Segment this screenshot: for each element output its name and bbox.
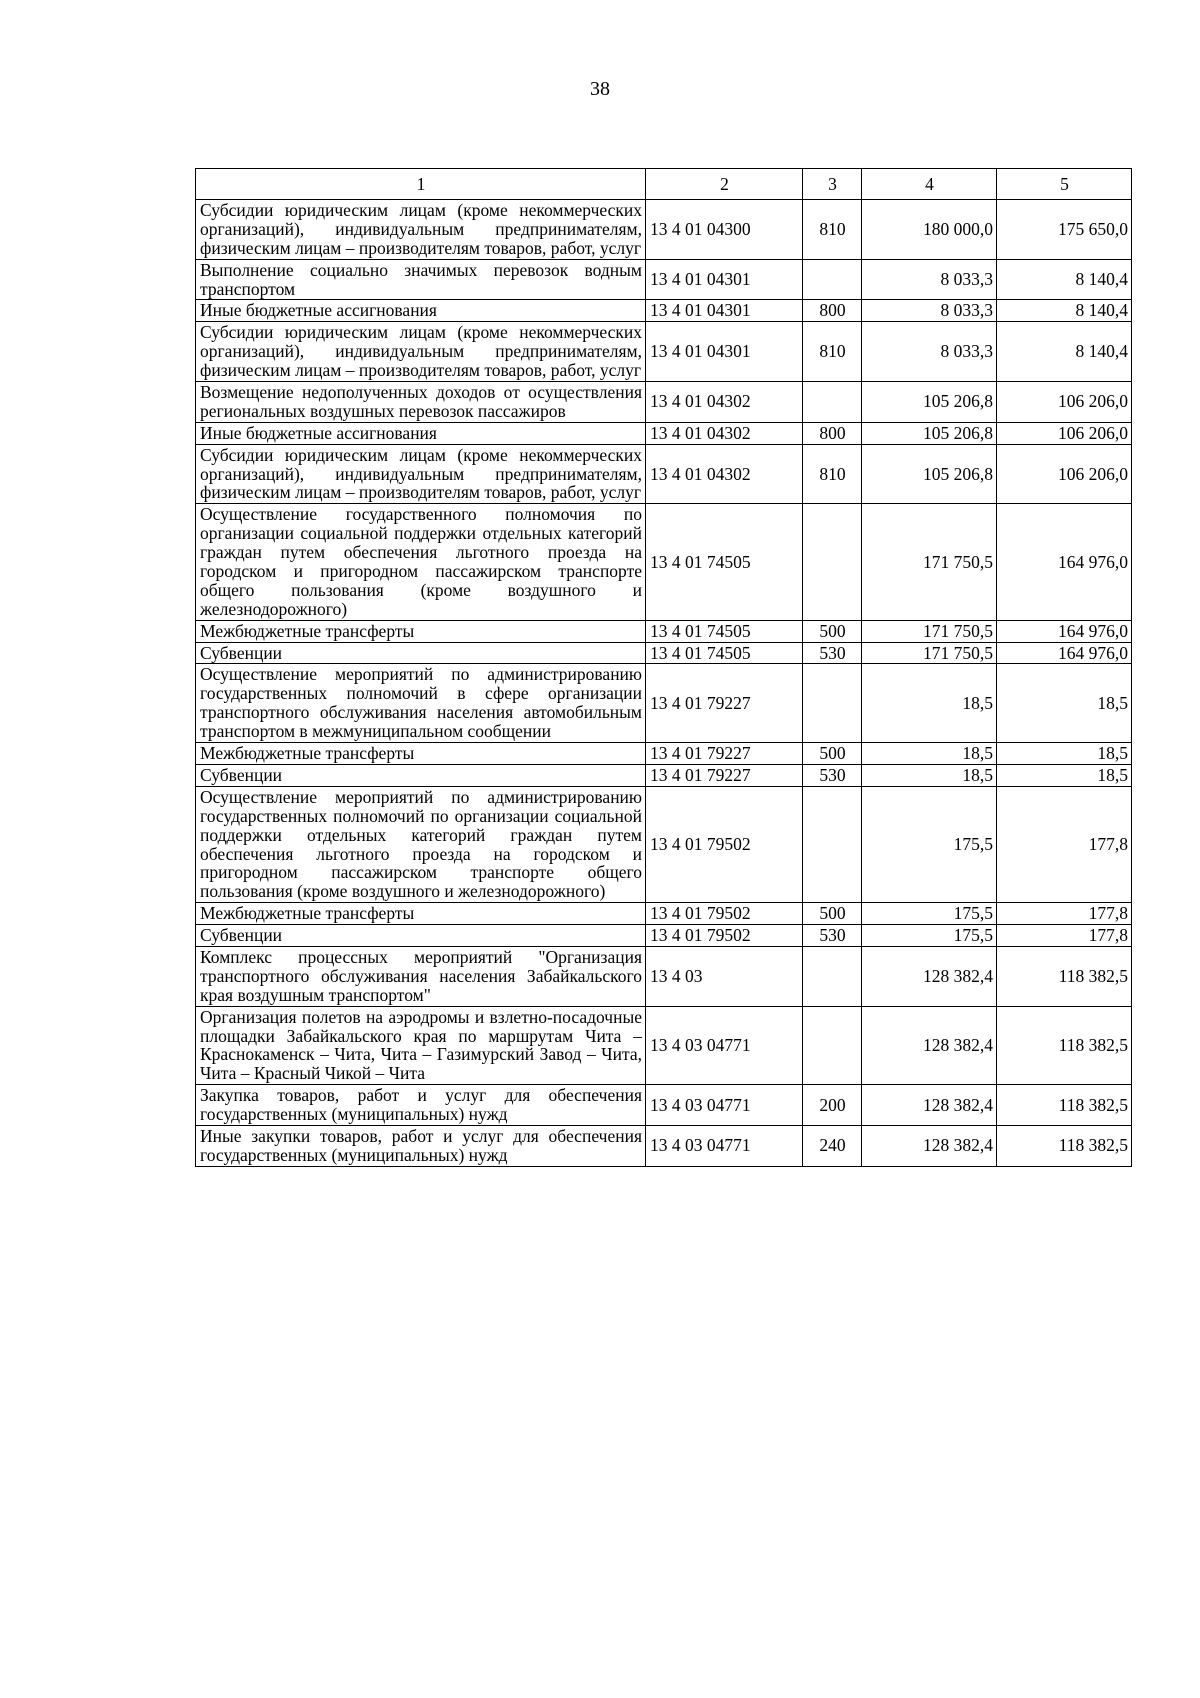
row-value-4: 105 206,8 — [862, 422, 997, 444]
row-name: Комплекс процессных мероприятий "Организация транспортного обслуживания населения Забайкальского края воздушным транспортом" — [196, 946, 646, 1006]
row-code: 13 4 01 04302 — [646, 382, 803, 423]
table-row — [196, 382, 1132, 423]
row-expense-type — [803, 1006, 862, 1085]
row-value-5: 18,5 — [997, 743, 1132, 765]
row-code: 13 4 03 — [646, 946, 803, 1006]
row-code: 13 4 01 74505 — [646, 642, 803, 664]
row-code: 13 4 01 79227 — [646, 743, 803, 765]
row-code: 13 4 03 04771 — [646, 1085, 803, 1126]
row-code: 13 4 01 79227 — [646, 764, 803, 786]
row-code: 13 4 01 04302 — [646, 422, 803, 444]
row-value-5: 177,8 — [997, 925, 1132, 947]
table-body — [196, 200, 1132, 1167]
header-cell-1: 1 — [196, 169, 646, 200]
table-row — [196, 903, 1132, 925]
row-name: Субсидии юридическим лицам (кроме некоммерческих организаций), индивидуальным предпринимателям, физическим лицам – производителям товаров, работ, услуг — [196, 322, 646, 382]
row-name: Межбюджетные трансферты — [196, 743, 646, 765]
row-expense-type: 500 — [803, 743, 862, 765]
page-number: 38 — [590, 78, 610, 100]
row-expense-type — [803, 946, 862, 1006]
table-row — [196, 322, 1132, 382]
row-code: 13 4 01 79227 — [646, 664, 803, 743]
row-value-4: 105 206,8 — [862, 444, 997, 504]
table-row — [196, 444, 1132, 504]
row-expense-type — [803, 382, 862, 423]
row-value-5: 106 206,0 — [997, 422, 1132, 444]
row-value-4: 18,5 — [862, 743, 997, 765]
row-expense-type: 500 — [803, 620, 862, 642]
table-row — [196, 1085, 1132, 1126]
table-row — [196, 642, 1132, 664]
table-row — [196, 925, 1132, 947]
table-row — [196, 504, 1132, 620]
row-code: 13 4 01 04302 — [646, 444, 803, 504]
row-value-5: 118 382,5 — [997, 1085, 1132, 1126]
table-row — [196, 764, 1132, 786]
row-value-4: 175,5 — [862, 925, 997, 947]
row-value-4: 128 382,4 — [862, 1085, 997, 1126]
row-value-4: 128 382,4 — [862, 1125, 997, 1166]
row-name: Субсидии юридическим лицам (кроме некоммерческих организаций), индивидуальным предпринимателям, физическим лицам – производителям товаров, работ, услуг — [196, 444, 646, 504]
row-value-5: 177,8 — [997, 786, 1132, 902]
header-row — [196, 169, 1132, 200]
table-row — [196, 422, 1132, 444]
row-value-5: 18,5 — [997, 764, 1132, 786]
row-name: Субвенции — [196, 925, 646, 947]
row-name: Возмещение недополученных доходов от осуществления региональных воздушных перевозок пассажиров — [196, 382, 646, 423]
row-expense-type: 800 — [803, 422, 862, 444]
row-value-5: 118 382,5 — [997, 1006, 1132, 1085]
row-expense-type: 530 — [803, 642, 862, 664]
row-value-4: 18,5 — [862, 664, 997, 743]
row-expense-type — [803, 504, 862, 620]
row-expense-type: 810 — [803, 322, 862, 382]
row-value-5: 18,5 — [997, 664, 1132, 743]
row-value-5: 8 140,4 — [997, 322, 1132, 382]
row-value-4: 18,5 — [862, 764, 997, 786]
row-expense-type: 530 — [803, 764, 862, 786]
row-code: 13 4 01 79502 — [646, 786, 803, 902]
table-row — [196, 1125, 1132, 1166]
row-name: Выполнение социально значимых перевозок водным транспортом — [196, 259, 646, 300]
row-name: Межбюджетные трансферты — [196, 620, 646, 642]
budget-table — [195, 168, 1132, 1167]
row-expense-type: 200 — [803, 1085, 862, 1126]
row-name: Иные бюджетные ассигнования — [196, 422, 646, 444]
row-value-5: 177,8 — [997, 903, 1132, 925]
table-row — [196, 664, 1132, 743]
row-value-4: 128 382,4 — [862, 946, 997, 1006]
row-code: 13 4 01 79502 — [646, 925, 803, 947]
row-name: Осуществление мероприятий по администрированию государственных полномочий по организации социальной поддержки отдельных категорий граждан путем обеспечения льготного проезда на городском и пригородном пассажирском транспорте общего пользования (кроме воздушного и железнодорожного) — [196, 786, 646, 902]
table-row — [196, 259, 1132, 300]
row-value-5: 118 382,5 — [997, 1125, 1132, 1166]
row-value-5: 106 206,0 — [997, 382, 1132, 423]
row-name: Субвенции — [196, 642, 646, 664]
row-name: Субвенции — [196, 764, 646, 786]
row-value-4: 8 033,3 — [862, 259, 997, 300]
row-code: 13 4 03 04771 — [646, 1125, 803, 1166]
row-expense-type — [803, 664, 862, 743]
row-name: Иные бюджетные ассигнования — [196, 300, 646, 322]
row-expense-type — [803, 259, 862, 300]
row-value-5: 175 650,0 — [997, 200, 1132, 260]
row-name: Осуществление государственного полномочия по организации социальной поддержки отдельных категорий граждан путем обеспечения льготного проезда на городском и пригородном пассажирском транспорте общего пользования (кроме воздушного и железнодорожного) — [196, 504, 646, 620]
row-code: 13 4 01 79502 — [646, 903, 803, 925]
row-value-5: 118 382,5 — [997, 946, 1132, 1006]
header-cell-3: 3 — [803, 169, 862, 200]
row-value-4: 105 206,8 — [862, 382, 997, 423]
row-name: Закупка товаров, работ и услуг для обеспечения государственных (муниципальных) нужд — [196, 1085, 646, 1126]
row-value-4: 171 750,5 — [862, 504, 997, 620]
table-row — [196, 946, 1132, 1006]
table-row — [196, 200, 1132, 260]
row-value-5: 8 140,4 — [997, 300, 1132, 322]
row-code: 13 4 01 04301 — [646, 300, 803, 322]
row-value-4: 175,5 — [862, 786, 997, 902]
row-code: 13 4 01 74505 — [646, 620, 803, 642]
row-code: 13 4 01 04300 — [646, 200, 803, 260]
table-row — [196, 1006, 1132, 1085]
row-value-5: 106 206,0 — [997, 444, 1132, 504]
row-expense-type — [803, 786, 862, 902]
table-row — [196, 743, 1132, 765]
row-expense-type: 800 — [803, 300, 862, 322]
row-value-5: 164 976,0 — [997, 504, 1132, 620]
row-name: Межбюджетные трансферты — [196, 903, 646, 925]
row-value-4: 171 750,5 — [862, 642, 997, 664]
row-value-4: 8 033,3 — [862, 322, 997, 382]
row-expense-type: 810 — [803, 444, 862, 504]
header-cell-4: 4 — [862, 169, 997, 200]
row-expense-type: 240 — [803, 1125, 862, 1166]
row-code: 13 4 03 04771 — [646, 1006, 803, 1085]
row-value-5: 164 976,0 — [997, 620, 1132, 642]
row-code: 13 4 01 74505 — [646, 504, 803, 620]
table-row — [196, 300, 1132, 322]
table-row — [196, 786, 1132, 902]
row-value-5: 8 140,4 — [997, 259, 1132, 300]
table-row — [196, 620, 1132, 642]
row-name: Организация полетов на аэродромы и взлетно-посадочные площадки Забайкальского края по маршрутам Чита – Краснокаменск – Чита, Чита – Газимурский Завод – Чита, Чита – Красный Чикой – Чита — [196, 1006, 646, 1085]
row-code: 13 4 01 04301 — [646, 259, 803, 300]
header-cell-2: 2 — [646, 169, 803, 200]
row-expense-type: 810 — [803, 200, 862, 260]
row-value-4: 128 382,4 — [862, 1006, 997, 1085]
row-expense-type: 500 — [803, 903, 862, 925]
header-cell-5: 5 — [997, 169, 1132, 200]
row-name: Иные закупки товаров, работ и услуг для обеспечения государственных (муниципальных) нужд — [196, 1125, 646, 1166]
row-value-4: 180 000,0 — [862, 200, 997, 260]
row-value-4: 8 033,3 — [862, 300, 997, 322]
row-value-4: 171 750,5 — [862, 620, 997, 642]
row-value-5: 164 976,0 — [997, 642, 1132, 664]
row-name: Осуществление мероприятий по администрированию государственных полномочий в сфере организации транспортного обслуживания населения автомобильным транспортом в межмуниципальном сообщении — [196, 664, 646, 743]
row-code: 13 4 01 04301 — [646, 322, 803, 382]
row-name: Субсидии юридическим лицам (кроме некоммерческих организаций), индивидуальным предпринимателям, физическим лицам – производителям товаров, работ, услуг — [196, 200, 646, 260]
row-value-4: 175,5 — [862, 903, 997, 925]
row-expense-type: 530 — [803, 925, 862, 947]
